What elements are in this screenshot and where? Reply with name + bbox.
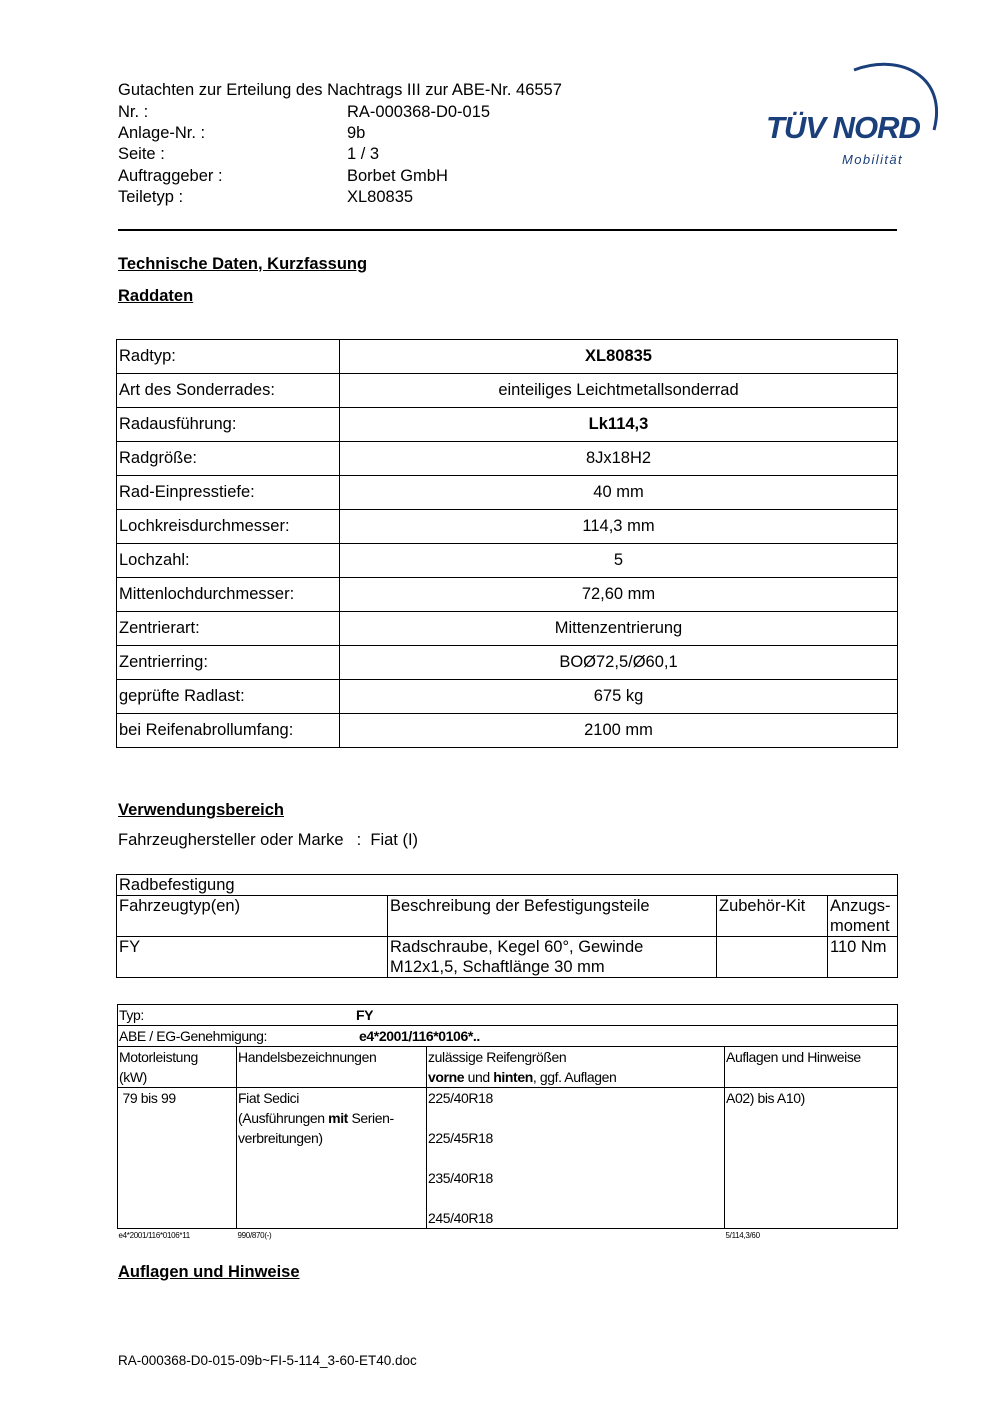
list-item: 225/45R18 — [428, 1130, 493, 1146]
table-row: FY Radschraube, Kegel 60°, Gewinde M12x1,5, Schaftlänge 30 mm 110 Nm — [117, 937, 898, 978]
header-divider — [118, 229, 897, 231]
section-notes-heading: Auflagen und Hinweise — [118, 1263, 300, 1281]
section-tech-heading: Technische Daten, Kurzfassung — [118, 255, 368, 273]
table-row: Motorleistung (kW) Handelsbezeichnungen zulässige Reifengrößen vorne und hinten, ggf. Auflagen Auflagen und Hinweise — [118, 1047, 898, 1088]
table-row: Lochzahl: 5 — [117, 544, 898, 578]
raddaten-table — [116, 339, 898, 748]
table-row: Art des Sonderrades: einteiliges Leichtmetallsonderrad — [117, 374, 898, 408]
table-row: Radgröße: 8Jx18H2 — [117, 442, 898, 476]
logo-brand-text: TÜV NORD — [766, 110, 920, 145]
table-row — [118, 1005, 898, 1026]
typ-label: Typ: — [119, 1007, 144, 1023]
section-raddaten-heading: Raddaten — [118, 287, 194, 305]
table-row — [118, 1026, 898, 1047]
manufacturer-label: Fahrzeughersteller oder Marke — [118, 831, 344, 849]
radbefestigung-table — [116, 874, 898, 978]
footer-filename: RA-000368-D0-015-09b~FI-5-114_3-60-ET40.doc — [118, 1353, 417, 1368]
table-row: Radtyp: XL80835 — [117, 340, 898, 374]
table-row: Rad-Einpresstiefe: 40 mm — [117, 476, 898, 510]
header-row-nr: Nr. : RA-000368-D0-015 — [118, 103, 491, 121]
typ-value: FY — [356, 1007, 374, 1023]
document-title: Gutachten zur Erteilung des Nachtrags III zur ABE-Nr. 46557 — [118, 81, 562, 99]
table-row: e4*2001/116*0106*11 990/870(-) 5/114,3/60 — [118, 1231, 760, 1240]
manufacturer-value: Fiat (I) — [370, 831, 419, 849]
header-row-teiletyp: Teiletyp : XL80835 — [118, 187, 414, 206]
table-row: Lochkreisdurchmesser: 114,3 mm — [117, 510, 898, 544]
logo-sub-text: Mobilität — [842, 152, 904, 167]
table-row: Zentrierart: Mittenzentrierung — [117, 612, 898, 646]
vehicle-type-table — [117, 1004, 898, 1242]
list-item: 235/40R18 — [428, 1170, 493, 1186]
table-row: Zentrierring: BOØ72,5/Ø60,1 — [117, 646, 898, 680]
table-row: 79 bis 99 Fiat Sedici (Ausführungen mit Serien- verbreitungen) 225/40R18 225/45R18 235/40R18 245/40R18 A02) bis A10) — [118, 1088, 898, 1229]
list-item: 225/40R18 — [428, 1090, 493, 1106]
table-row: geprüfte Radlast: 675 kg — [117, 680, 898, 714]
abe-label: ABE / EG-Genehmigung: — [119, 1028, 268, 1044]
table-row — [117, 875, 898, 896]
radbefestigung-title: Radbefestigung — [117, 875, 898, 896]
tuv-nord-logo — [762, 58, 942, 170]
list-item: 245/40R18 — [428, 1210, 493, 1226]
table-row: Fahrzeugtyp(en) Beschreibung der Befestigungsteile Zubehör-Kit Anzugs- moment — [117, 896, 898, 937]
abe-value: e4*2001/116*0106*.. — [359, 1028, 480, 1044]
table-row: Radausführung: Lk114,3 — [117, 408, 898, 442]
manufacturer-separator: : — [356, 831, 362, 849]
manufacturer-line — [118, 831, 418, 850]
table-row: bei Reifenabrollumfang: 2100 mm — [117, 714, 898, 748]
header-row-anlage: Anlage-Nr. : 9b — [118, 124, 366, 143]
tyre-sizes-cell — [427, 1088, 725, 1229]
section-usage-heading: Verwendungsbereich — [118, 801, 284, 819]
table-row: Mittenlochdurchmesser: 72,60 mm — [117, 578, 898, 612]
header-row-auftraggeber: Auftraggeber : Borbet GmbH — [118, 166, 448, 185]
header-info — [118, 102, 490, 208]
header-row-seite: Seite : 1 / 3 — [118, 145, 380, 164]
